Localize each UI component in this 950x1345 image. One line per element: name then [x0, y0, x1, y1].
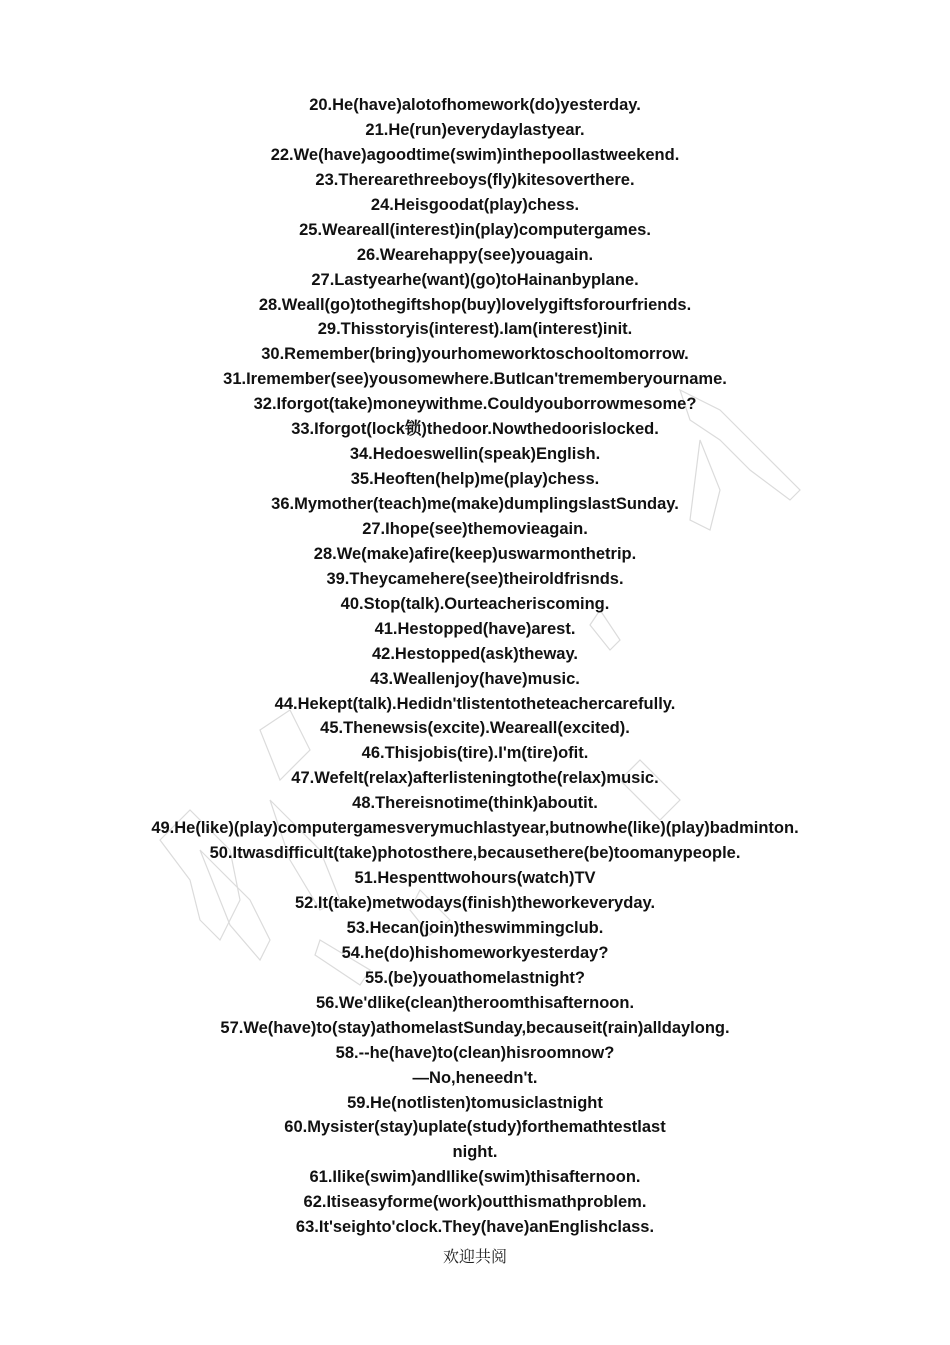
exercise-line-21: 21.He(run)everydaylastyear.: [365, 120, 585, 139]
exercise-line-54: 54.he(do)hishomeworkyesterday?: [341, 943, 609, 962]
exercise-line-49: 49.He(like)(play)computergamesverymuchlastyear,butnowhe(like)(play)badminton.: [151, 819, 799, 838]
exercise-line-61: 61.Ilike(swim)andIlike(swim)thisafternoon.: [309, 1168, 641, 1187]
exercise-line-23: 23.Therearethreeboys(fly)kitesoverthere.: [315, 170, 635, 189]
exercise-line-52: 52.It(take)metwodays(finish)theworkeveryday.: [294, 894, 656, 912]
exercise-line-43: 43.Weallenjoy(have)music.: [370, 669, 580, 688]
exercise-line-48: 48.Thereisnotime(think)aboutit.: [352, 794, 598, 813]
exercise-line-31: 31.Iremember(see)yousomewhere.ButIcan'trememberyourname.: [223, 370, 727, 389]
exercise-line-28b: 28.We(make)afire(keep)uswarmonthetrip.: [313, 544, 637, 563]
exercise-line-60: 60.Mysister(stay)uplate(study)forthemathtestlast: [284, 1118, 666, 1137]
exercise-list: [0, 93, 950, 1240]
exercise-line-34: 34.Hedoeswellin(speak)English.: [349, 445, 601, 464]
exercise-line-28a: 28.Weall(go)tothegiftshop(buy)lovelygiftsforourfriends.: [258, 295, 692, 314]
exercise-line-24: 24.Heisgoodat(play)chess.: [370, 195, 580, 214]
exercise-line-29: 29.Thisstoryis(interest).Iam(interest)init.: [317, 320, 633, 339]
page-footer: 欢迎共阅: [442, 1247, 507, 1266]
exercise-line-39: 39.Theycamehere(see)theiroldfrisnds.: [326, 569, 624, 588]
exercise-line-55: 55.(be)youathomelastnight?: [364, 968, 586, 987]
exercise-line-36: 36.Mymother(teach)me(make)dumplingslastSunday.: [271, 495, 679, 513]
exercise-line-27b: 27.Ihope(see)themovieagain.: [362, 519, 588, 538]
exercise-line-46: 46.Thisjobis(tire).I'm(tire)ofit.: [361, 744, 589, 763]
exercise-line-20: 20.He(have)alotofhomework(do)yesterday.: [309, 96, 641, 114]
exercise-line-40: 40.Stop(talk).Ourteacheriscoming.: [340, 594, 610, 613]
exercise-line-59: 59.He(notlisten)tomusiclastnight: [347, 1093, 603, 1112]
exercise-line-47: 47.Wefelt(relax)afterlisteningtothe(relax)music.: [291, 769, 659, 788]
exercise-line-42: 42.Hestopped(ask)theway.: [371, 644, 578, 663]
exercise-line-44: 44.Hekept(talk).Hedidn'tlistentotheteachercarefully.: [274, 694, 676, 713]
exercise-line-25: 25.Weareall(interest)in(play)computergames.: [299, 220, 651, 239]
exercise-line-53: 53.Hecan(join)theswimmingclub.: [346, 918, 604, 937]
exercise-line-27a: 27.Lastyearhe(want)(go)toHainanbyplane.: [311, 270, 639, 289]
exercise-line-63: 63.It'seighto'clock.They(have)anEnglishclass.: [295, 1218, 655, 1237]
exercise-line-58-answer: —No,heneedn't.: [412, 1068, 538, 1087]
exercise-line-22: 22.We(have)agoodtime(swim)inthepoollastweekend.: [270, 145, 680, 164]
exercise-line-30: 30.Remember(bring)yourhomeworktoschooltomorrow.: [261, 345, 689, 364]
exercise-line-62: 62.Itiseasyforme(work)outthismathproblem.: [303, 1193, 647, 1212]
exercise-line-60-cont: night.: [452, 1143, 498, 1162]
exercise-line-33: 33.Iforgot(lock锁)thedoor.Nowthedoorislocked.: [291, 420, 659, 439]
exercise-line-35: 35.Heoften(help)me(play)chess.: [350, 470, 600, 489]
exercise-line-32: 32.Iforgot(take)moneywithme.Couldyouborrowmesome?: [253, 395, 697, 414]
exercise-line-41: 41.Hestopped(have)arest.: [374, 619, 576, 638]
exercise-line-50: 50.Itwasdifficult(take)photosthere,becausethere(be)toomanypeople.: [209, 844, 741, 863]
exercise-line-57: 57.We(have)to(stay)athomelastSunday,becauseit(rain)alldaylong.: [220, 1018, 730, 1037]
exercise-line-56: 56.We'dlike(clean)theroomthisafternoon.: [315, 993, 635, 1012]
exercise-line-58: 58.--he(have)to(clean)hisroomnow?: [335, 1043, 615, 1062]
exercise-line-51: 51.Hespenttwohours(watch)TV: [354, 869, 596, 888]
exercise-line-45: 45.Thenewsis(excite).Weareall(excited).: [320, 719, 630, 738]
exercise-line-26: 26.Wearehappy(see)youagain.: [356, 245, 594, 264]
